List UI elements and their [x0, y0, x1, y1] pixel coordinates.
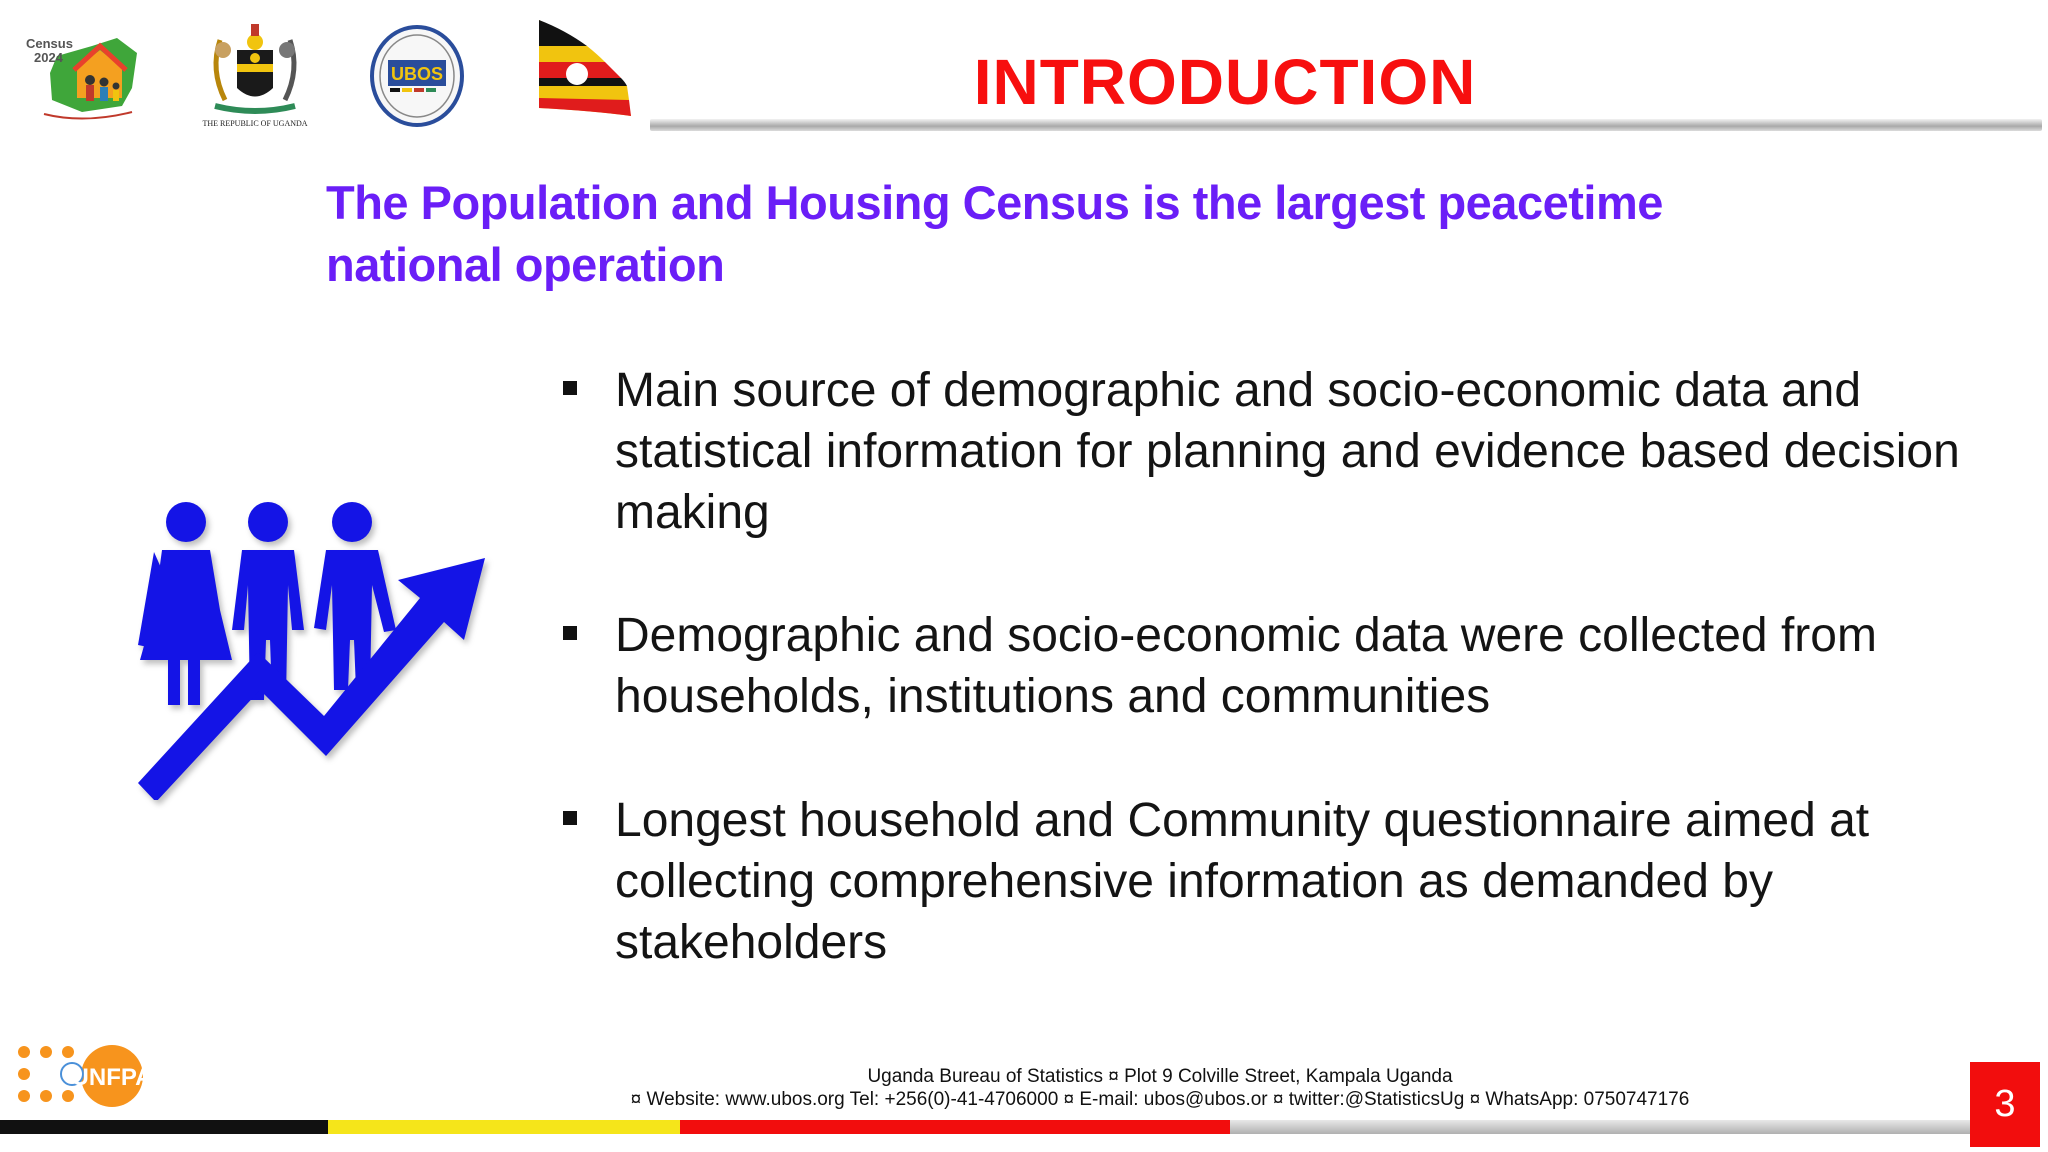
stripe-red [680, 1120, 1230, 1134]
bullet-text: Main source of demographic and socio-economic data and statistical information for planning and evidence based decision making [615, 364, 1960, 539]
people-growth-icon [128, 490, 498, 800]
unfpa-text: UNFPA [71, 1064, 149, 1091]
page-title: INTRODUCTION [973, 46, 1477, 118]
svg-text:Census: Census [26, 36, 73, 51]
svg-text:2024: 2024 [34, 50, 63, 65]
footer-address: Uganda Bureau of Statistics ¤ Plot 9 Colville Street, Kampala Uganda [867, 1066, 1453, 1087]
bullet-marker [563, 626, 577, 640]
slide-subtitle: The Population and Housing Census is the largest peacetime national operation [326, 176, 1663, 291]
stripe-black [0, 1120, 328, 1134]
bullet-text: Demographic and socio-economic data were collected from households, institutions and communities [615, 609, 1877, 723]
census-2024-logo [22, 28, 147, 128]
stripe-gray [1230, 1120, 1970, 1134]
svg-text:UBOS: UBOS [390, 64, 444, 84]
uganda-flag-icon [535, 16, 635, 121]
svg-text:THE REPUBLIC OF UGANDA: THE REPUBLIC OF UGANDA [202, 119, 308, 128]
bullet-marker [563, 811, 577, 825]
bullet-marker [563, 381, 577, 395]
footer-stripe [0, 1120, 1970, 1134]
title-divider [650, 119, 2042, 131]
stripe-yellow [328, 1120, 680, 1134]
bullet-text: Longest household and Community questionnaire aimed at collecting comprehensive information as demanded by stakeholders [615, 794, 1870, 969]
ubos-logo [368, 22, 466, 128]
footer-contacts: ¤ Website: www.ubos.org Tel: +256(0)-41-4706000 ¤ E-mail: ubos@ubos.or ¤ twitter:@StatisticsUg ¤ WhatsApp: 0750747176 [630, 1089, 1690, 1110]
coat-of-arms-logo [195, 20, 315, 130]
unfpa-logo [14, 1044, 149, 1112]
page-number-badge: 3 [1970, 1062, 2040, 1147]
